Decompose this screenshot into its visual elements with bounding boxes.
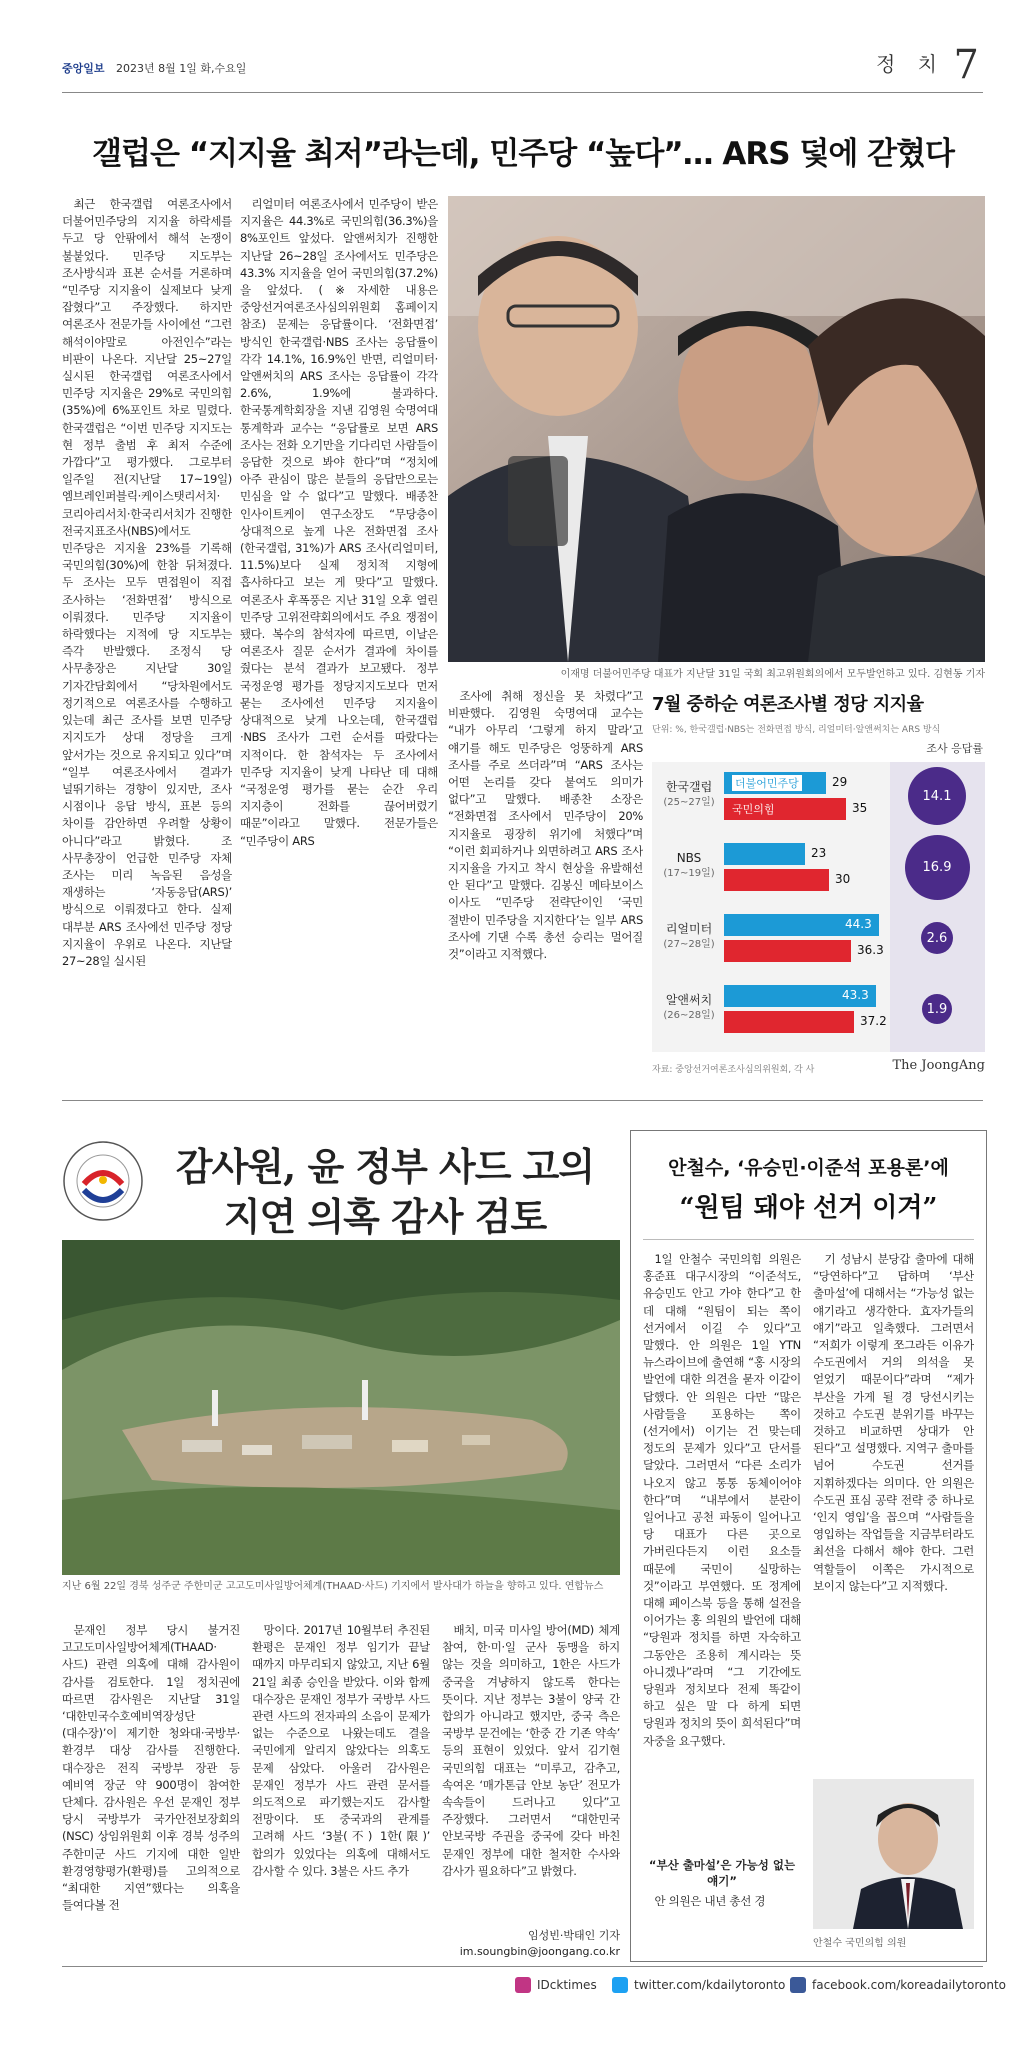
chart-brand: The JoongAng xyxy=(892,1058,985,1073)
poll-chart xyxy=(652,690,985,1078)
headline-thaad-line2: 지연 의혹 감사 검토 xyxy=(223,1194,547,1239)
footer-twitter[interactable] xyxy=(612,1977,785,1993)
article1-text-2: 리얼미터 여론조사에서 민주당이 받은 지지율은 44.3%로 국민의힘(36.3%)을 8%포인트 앞섰다. 알앤써치가 진행한 지난달 26~28일 조사에서도 민주당은 43.3% 지지율을 얻어 국민의힘(37.2%)을 앞섰다. (※자세한 내용은 중앙선거여론조사심의위원회 홈페이지 참조) 문제는 응답률이다. ‘전화면접’ 방식인 한국갤럽·NBS 조사는 응답률이 각각 14.1%, 16.9%인 반면, 리얼미터·알앤써치의 ARS 조사는 응답률이 각각 2.6%, 1.9%에 불과하다. 한국통계학회장을 지낸 김영원 숙명여대 통계학과 교수는 “응답률로 보면 ARS 조사는 전화 오기만을 기다리던 사람들이 응답한 것으로 봐야 한다”며 “정치에 아주 관심이 많은 분들의 응답만으로는 민심을 알 수 없다”고 말했다. 배종찬 인사이트케이 연구소장도 “무당층이 상대적으로 높게 나온 전화면접 조사(한국갤럽, 31%)가 ARS 조사(리얼미터, 11.5%)보다 실제 정치적 지형에 흡사하다고 보는 게 맞다”고 말했다. 여론조사 후폭풍은 지난 31일 오후 열린 민주당 고위전략회의에서도 주요 쟁점이 됐다. 복수의 참석자에 따르면, 이날은 여론조사 질문 순서가 결과에 차이를 줬다는 분석 결과가 보고됐다. 정부 국정운영 평가를 정당지지도보다 먼저 묻는 조사에선 민주당 지지율이 상대적으로 낮게 나오는데, 한국갤럽·NBS 조사가 그런 순서를 따랐다는 지적이다. 한 참석자는 두 조사에서 민주당 지지율이 낮게 나타난 데 대해 “국정운영 평가를 묻는 순간 우리 지지층이 전화를 끊어버렸기 때문”이라고 말했다. 전문가들은 “민주당이 ARS xyxy=(240,197,438,848)
article2-text-2: 망이다. 2017년 10월부터 추진된 환평은 문재인 정부 임기가 끝날 때까지 마무리되지 않았고, 지난 6월 21일 최종 승인을 받았다. 이와 함께 대수장은 문재인 정부가 국방부 사드 관련 사드의 전자파의 소음이 문제가 없는 수준으로 나왔는데도 결을 국민에게 알리지 않았다는 의혹도 문제 삼았다. 아울러 감사원은 문재인 정부가 사드 관련 문서를 의도적으로 파기했는지도 감사할 전망이다. 또 중국과의 관계를 고려해 사드 ‘3불(不) 1한(限)’ 합의가 있었다는 의혹에 대해서도 감사할 수 있다. 3불은 사드 추가 xyxy=(252,1623,430,1878)
article1-text-1: 최근 한국갤럽 여론조사에서 더불어민주당의 지지율 하락세를 두고 당 안팎에서 해석 논쟁이 불붙었다. 민주당 지도부는 조사방식과 표본 순서를 거론하며 “민주당 지지율이 실제보다 낮게 잡혔다”고 주장했다. 하지만 여론조사 전문가들 사이에선 “그런 해석이야말로 아전인수”라는 비판이 나온다. 지난달 25~27일 실시된 한국갤럽 여론조사에서 민주당 지지율은 29%로 국민의힘(35%)에 6%포인트 차로 밀렸다. 한국갤럽은 “이번 민주당 지지도는 현 정부 출범 후 최저 수준에 가깝다”고 평가했다. 그로부터 일주일 전(지난달 17~19일) 엠브레인퍼블릭·케이스탯리서치·코리아리서치·한국리서치가 진행한 전국지표조사(NBS)에서도 민주당은 지지율 23%를 기록해 국민의힘(30%)에 한참 뒤쳐졌다. 두 조사는 모두 면접원이 직접 조사하는 ‘전화면접’ 방식으로 이뤄졌다. 민주당 지지율이 하락했다는 지적에 당 지도부는 즉각 반발했다. 조정식 당 사무총장은 지난달 30일 기자간담회에서 “당차원에서도 정기적으로 여론조사를 수행하고 있는데 최근 조사를 보면 민주당 지지도가 상대 정당을 크게 앞서가는 것으로 유지되고 있다”며 “일부 여론조사에서 결과가 널뛰기하는 경향이 있지만, 조사 시점이나 응답 방식, 표본 등의 차이를 감안하면 우려할 상황이 아니다”라고 밝혔다. 조 사무총장이 언급한 민주당 자체 조사는 미리 녹음된 음성을 재생하는 ‘자동응답(ARS)’ 방식으로 이뤄졌다고 한다. 실제 대부분 ARS 조사에선 민주당 정당 지지율이 우위로 나온다. 지난달 27~28일 실시된 xyxy=(62,197,232,968)
ahn-article-box xyxy=(630,1130,987,1962)
article1-column-1 xyxy=(62,196,232,1076)
footer-facebook-text: facebook.com/koreadailytoronto xyxy=(812,1978,1007,1992)
headline-ahn-line2: “원팀 돼야 선거 이겨” xyxy=(679,1193,938,1223)
section-label: 정 치 xyxy=(876,52,945,76)
article3-text-1-end: 안 의원은 내년 총선 경 xyxy=(654,1894,766,1908)
chart-series-label: 국민의힘 xyxy=(732,803,775,816)
photo-caption-thaad: 지난 6월 22일 경북 성주군 주한미군 고고도미사일방어체계(THAAD·사드) 기지에서 발사대가 하늘을 향하고 있다. 연합뉴스 xyxy=(62,1581,604,1592)
byline-names: 임성빈·박태인 기자 xyxy=(527,1929,620,1942)
chart-bar-dem xyxy=(724,772,826,794)
response-rate-bubble: 2.6 xyxy=(921,922,953,954)
byline-email: im.soungbin@joongang.co.kr xyxy=(459,1945,620,1958)
article3-text-2: 기 성남시 분당갑 출마에 대해 “당연하다”고 답하며 ‘부산 출마설’에 대해서는 “가능성 없는 얘기라고 생각한다. 효자가들의 얘기”라고 일축했다. 그러면서 “저희가 이렇게 쪼그라든 이유가 수도권에서 거의 의석을 못 얻었기 때문이다”라며 “제가 부산을 가게 될 경 당선시키는 것하고 수도권 분위기를 바꾸는 것하고 비교하면 상대가 안 된다”고 설명했다. 지역구 출마를 넘어 수도권 선거를 지휘하겠다는 의미다. 안 의원은 수도권 표심 공략 전략 중 하나로 ‘인지 영입’을 꼽으며 “사람들을 영입하는 작업들을 지금부터라도 최선을 다해서 해야 한다. 그런 역할들이 이쪽은 가시적으로 보이지 않는다”고 지적했다. xyxy=(813,1252,974,1593)
response-rate-bubble: 1.9 xyxy=(922,994,952,1024)
footer-twitter-text: twitter.com/kdailytoronto xyxy=(634,1978,786,1992)
response-rate-bubble: 16.9 xyxy=(905,835,970,900)
chart-bar-dem xyxy=(724,843,805,865)
chart-value-label: 30 xyxy=(835,872,851,886)
article2-column-2 xyxy=(252,1622,430,1962)
article3-column-2 xyxy=(813,1251,974,1771)
lee-jae-myung-photo xyxy=(448,196,985,662)
chart-category-label: 리얼미터 (27~28일) xyxy=(663,922,715,950)
article2-text-3: 배치, 미국 미사일 방어(MD) 체계 참여, 한·미·일 군사 동맹을 하지 않는 것을 의미하고, 1한은 사드가 중국을 겨냥하지 않도록 한다는 뜻이다. 지난 정부는 3불이 양국 간 합의가 아니라고 했지만, 중국 측은 국방부 문건에는 ‘한중 간 기존 약속’ 등의 표현이 있었다. 앞서 김기현 국민의힘 대표는 “미루고, 감추고, 속여온 ‘매가톤급 안보 농단’ 전모가 속속들이 드러나고 있다”고 주장했다. 그러면서 “대한민국 안보국방 주권을 중국에 갖다 바친 문재인 정부에 대한 철저한 수사와 감사가 필요하다”고 밝혔다. xyxy=(442,1623,620,1878)
footer-instagram-text: IDcktimes xyxy=(537,1978,597,1992)
article3-column-1-end xyxy=(643,1893,801,1933)
page-number: 7 xyxy=(953,42,979,88)
article2-text-1: 문재인 정부 당시 불거진 고고도미사일방어체계(THAAD·사드) 관련 의혹에 대해 감사원이 감사를 검토한다. 1일 정치권에 따르면 감사원은 지난달 31일 ‘대한민국수호예비역장성단(대수장)’이 제기한 청와대·국방부·환경부 대상 감사를 진행한다. 대수장은 전직 국방부 장관 등 예비역 장군 약 900명이 참여한 단체다. 감사원은 우선 문재인 정부 당시 국방부가 국가안전보장회의(NSC) 상임위원회 이후 경북 성주의 주한미군 사드 기지에 대한 일반 환경영향평가(환평)를 고의적으로 “최대한 지연”했다는 의혹을 들여다볼 전 xyxy=(62,1623,240,1913)
chart-value-label: 43.3 xyxy=(842,988,869,1002)
article2-byline xyxy=(442,1928,620,1960)
article1-text-3: 조사에 취해 정신을 못 차렸다”고 비판했다. 김영원 숙명여대 교수는 “내가 아무리 ‘그렇게 하지 말라’고 얘기를 해도 민주당은 엉뚱하게 ARS 조사를 주로 쓰더라”며 “ARS 조사는 어떤 논리를 갖다 붙여도 의미가 없다”고 말했다. 배종찬 소장은 “전화면접 조사에서 민주당이 20% 지지율로 굉장히 위기에 처했다”며 “이런 회피하거나 외면하려고 ARS 조사 지지율을 가지고 착시 현상을 유발해선 안 된다”고 말했다. 김봉신 메타보이스 이사도 “민주당 전략단이인 ‘국민 절반이 민주당을 지지한다’는 일부 ARS 조사에 기댄 수록 총선 승리는 멀어질 것”이라고 지적했다. xyxy=(448,689,643,962)
footer-rule xyxy=(62,1966,983,1967)
article3-text-1: 1일 안철수 국민의힘 의원은 홍준표 대구시장의 “이준석도, 유승민도 안고 가야 한다”고 한 데 대해 “원팀이 되는 쪽이 선거에서 이길 수 있다”고 말했다. 안 의원은 1일 YTN 뉴스라이브에 출연해 “홍 시장의 발언에 대한 의견을 묻자 이같이 답했다. 안 의원은 다만 “많은 사람들을 포용하는 쪽이 (선거에서) 이기는 건 맞는데 정도의 문제가 있다”고 단서를 달았다. 그러면서 “다른 소리가 나오지 않고 통통 동체이어야 한다”며 “내부에서 분란이 일어나고 공천 파동이 일어나고 당 대표가 다른 곳으로 가버린다든지 이런 요소들 때문에 국민이 실망하는 것”이라고 부연했다. 또 정계에 대해 페이스북 등을 통해 설전을 이어가는 홍 의원의 발언에 대해 “당원과 정치를 하면 자숙하고 그동안은 조용히 계시라는 뜻 아니겠나”라며 “그 기간에도 당원과 정치보다 전제 똑같이 하고 싶은 말 다 하게 되면 당원과 정치의 뜻이 희석된다”며 자중을 요구했다. xyxy=(643,1252,801,1748)
chart-bar-ppp xyxy=(724,1011,854,1033)
paper-name: 중앙일보 xyxy=(62,62,105,75)
masthead xyxy=(62,60,246,76)
chart-category-label: 알앤써치 (26~28일) xyxy=(663,993,715,1021)
chart-title: 7월 중하순 여론조사별 정당 지지율 xyxy=(652,694,924,715)
article1-column-2 xyxy=(240,196,438,1201)
facebook-icon xyxy=(790,1977,806,1993)
chart-bar-ppp xyxy=(724,869,829,891)
response-rate-label: 조사 응답률 xyxy=(926,742,983,755)
footer-instagram[interactable] xyxy=(515,1977,597,1993)
article1-column-3 xyxy=(448,688,643,1078)
photo-caption-ahn: 안철수 국민의힘 의원 xyxy=(813,1938,907,1949)
chart-value-label: 36.3 xyxy=(857,943,884,957)
headline-ahn-line1: 안철수, ‘유승민·이준석 포용론’에 xyxy=(668,1157,949,1179)
section-divider xyxy=(62,1100,983,1101)
photo-caption-lee: 이재명 더불어민주당 대표가 지난달 31일 국회 최고위원회의에서 모두발언하고 있다. 김현동 기자 xyxy=(560,669,985,680)
response-rate-bubble: 14.1 xyxy=(908,767,966,825)
headline-polls: 갤럽은 “지지율 최저”라는데, 민주당 “높다”… ARS 덫에 갇혔다 xyxy=(92,136,954,172)
chart-subtitle: 단위: %, 한국갤럽·NBS는 전화면접 방식, 리얼미터·알앤써치는 ARS 방식 xyxy=(652,725,941,735)
chart-value-label: 44.3 xyxy=(845,917,872,931)
chart-value-label: 29 xyxy=(832,775,848,789)
article3-column-1 xyxy=(643,1251,801,1851)
chart-series-label: 더불어민주당 xyxy=(732,775,802,791)
bai-emblem-icon xyxy=(62,1140,144,1222)
chart-bar-ppp xyxy=(724,798,846,820)
headline-thaad-line1: 감사원, 윤 정부 사드 고의 xyxy=(175,1144,595,1189)
meeting-photo-illustration xyxy=(448,196,985,662)
article2-column-1 xyxy=(62,1622,240,1962)
ahn-title-rule xyxy=(643,1239,974,1240)
article3-subhead: “부산 출마설’은 가능성 없는 얘기” xyxy=(648,1858,796,1888)
thaad-base-photo xyxy=(62,1240,620,1575)
issue-date: 2023년 8월 1일 화,수요일 xyxy=(116,62,247,75)
instagram-icon xyxy=(515,1977,531,1993)
chart-category-label: NBS (17~19일) xyxy=(663,851,715,879)
chart-source: 자료: 중앙선거여론조사심의위원회, 각 사 xyxy=(652,1065,815,1075)
chart-bar-ppp xyxy=(724,940,851,962)
footer-facebook[interactable] xyxy=(790,1977,1006,1993)
chart-value-label: 23 xyxy=(811,846,827,860)
twitter-icon xyxy=(612,1977,628,1993)
chart-value-label: 37.2 xyxy=(860,1014,887,1028)
chart-category-label: 한국갤럽 (25~27일) xyxy=(663,780,715,808)
headline-thaad xyxy=(150,1142,620,1242)
portrait-illustration xyxy=(813,1779,974,1929)
bai-logo xyxy=(62,1140,144,1222)
ahn-cheol-soo-photo xyxy=(813,1779,974,1929)
header-rule xyxy=(62,92,983,93)
thaad-landscape-illustration xyxy=(62,1240,620,1575)
chart-value-label: 35 xyxy=(852,801,868,815)
article2-column-3 xyxy=(442,1622,620,1922)
